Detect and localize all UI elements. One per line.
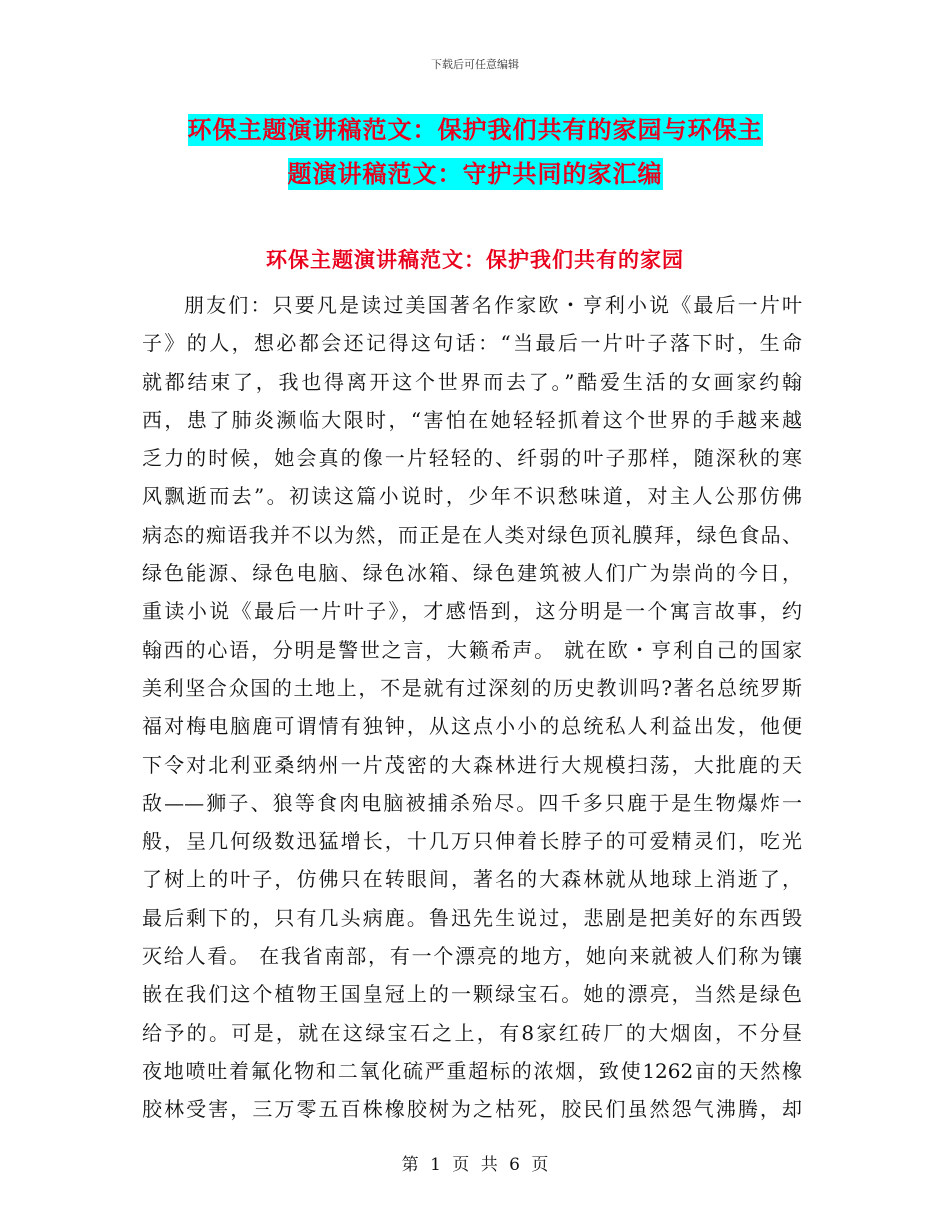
paragraph-line: 西，患了肺炎濒临大限时，“害怕在她轻轻抓着这个世界的手越来越 <box>142 407 802 432</box>
paragraph-line: 绿色能源、绿色电脑、绿色冰箱、绿色建筑被人们广为崇尚的今日， <box>142 561 802 586</box>
page-footer: 第 1 页 共 6 页 <box>401 1155 549 1175</box>
paragraph-line: 胶林受害，三万零五百株橡胶树为之枯死，胶民们虽然怨气沸腾，却 <box>142 1097 802 1122</box>
paragraph-line: 就都结束了，我也得离开这个世界而去了。”酷爱生活的女画家约翰 <box>142 369 802 394</box>
paragraph-line: 了树上的叶子，仿佛只在转眼间，著名的大森林就从地球上消逝了， <box>142 867 802 892</box>
paragraph-line: 乏力的时候，她会真的像一片轻轻的、纤弱的叶子那样，随深秋的寒 <box>142 446 802 471</box>
paragraph-line: 下令对北利亚桑纳州一片茂密的大森林进行大规模扫荡，大批鹿的天 <box>142 752 802 777</box>
document-title-line-1-text: 环保主题演讲稿范文：保护我们共有的家园与环保主 <box>187 116 763 144</box>
paragraph-line: 重读小说《最后一片叶子》，才感悟到，这分明是一个寓言故事，约 <box>142 599 802 624</box>
paragraph-line: 子》的人，想必都会还记得这句话：“当最后一片叶子落下时，生命 <box>142 331 802 356</box>
paragraph-line: 给予的。可是，就在这绿宝石之上，有8家红砖厂的大烟囱，不分昼 <box>142 1020 802 1045</box>
paragraph-line: 风飘逝而去”。初读这篇小说时，少年不识愁味道，对主人公那仿佛 <box>142 484 802 509</box>
document-title-line-2-text: 题演讲稿范文：守护共同的家汇编 <box>287 160 663 188</box>
paragraph-line: 最后剩下的，只有几头病鹿。鲁迅先生说过，悲剧是把美好的东西毁 <box>142 905 802 930</box>
paragraph-line: 嵌在我们这个植物王国皇冠上的一颗绿宝石。她的漂亮，当然是绿色 <box>142 982 802 1007</box>
paragraph-line: 般，呈几何级数迅猛增长，十几万只伸着长脖子的可爱精灵们，吃光 <box>142 829 802 854</box>
header-note: 下载后可任意编辑 <box>431 58 519 71</box>
paragraph-line: 夜地喷吐着氟化物和二氧化硫严重超标的浓烟，致使1262亩的天然橡 <box>142 1058 802 1083</box>
paragraph-line: 美利坚合众国的土地上，不是就有过深刻的历史教训吗?著名总统罗斯 <box>142 675 802 700</box>
paragraph-line: 病态的痴语我并不以为然，而正是在人类对绿色顶礼膜拜，绿色食品、 <box>142 522 802 547</box>
paragraph-line: 灭给人看。 在我省南部，有一个漂亮的地方，她向来就被人们称为镶 <box>142 944 802 969</box>
paragraph-line: 福对梅电脑鹿可谓情有独钟，从这点小小的总统私人利益出发，他便 <box>142 714 802 739</box>
paragraph-line: 翰西的心语，分明是警世之言，大籁希声。 就在欧・亨利自己的国家 <box>142 637 802 662</box>
body-paragraph <box>142 286 802 1129</box>
document-title-line-1 <box>0 108 950 152</box>
document-title-line-2 <box>0 152 950 196</box>
paragraph-line: 敌——狮子、狼等食肉电脑被捕杀殆尽。四千多只鹿于是生物爆炸一 <box>142 790 802 815</box>
paragraph-line: 朋友们：只要凡是读过美国著名作家欧・亨利小说《最后一片叶 <box>184 293 802 317</box>
section-subtitle: 环保主题演讲稿范文：保护我们共有的家园 <box>266 248 684 272</box>
